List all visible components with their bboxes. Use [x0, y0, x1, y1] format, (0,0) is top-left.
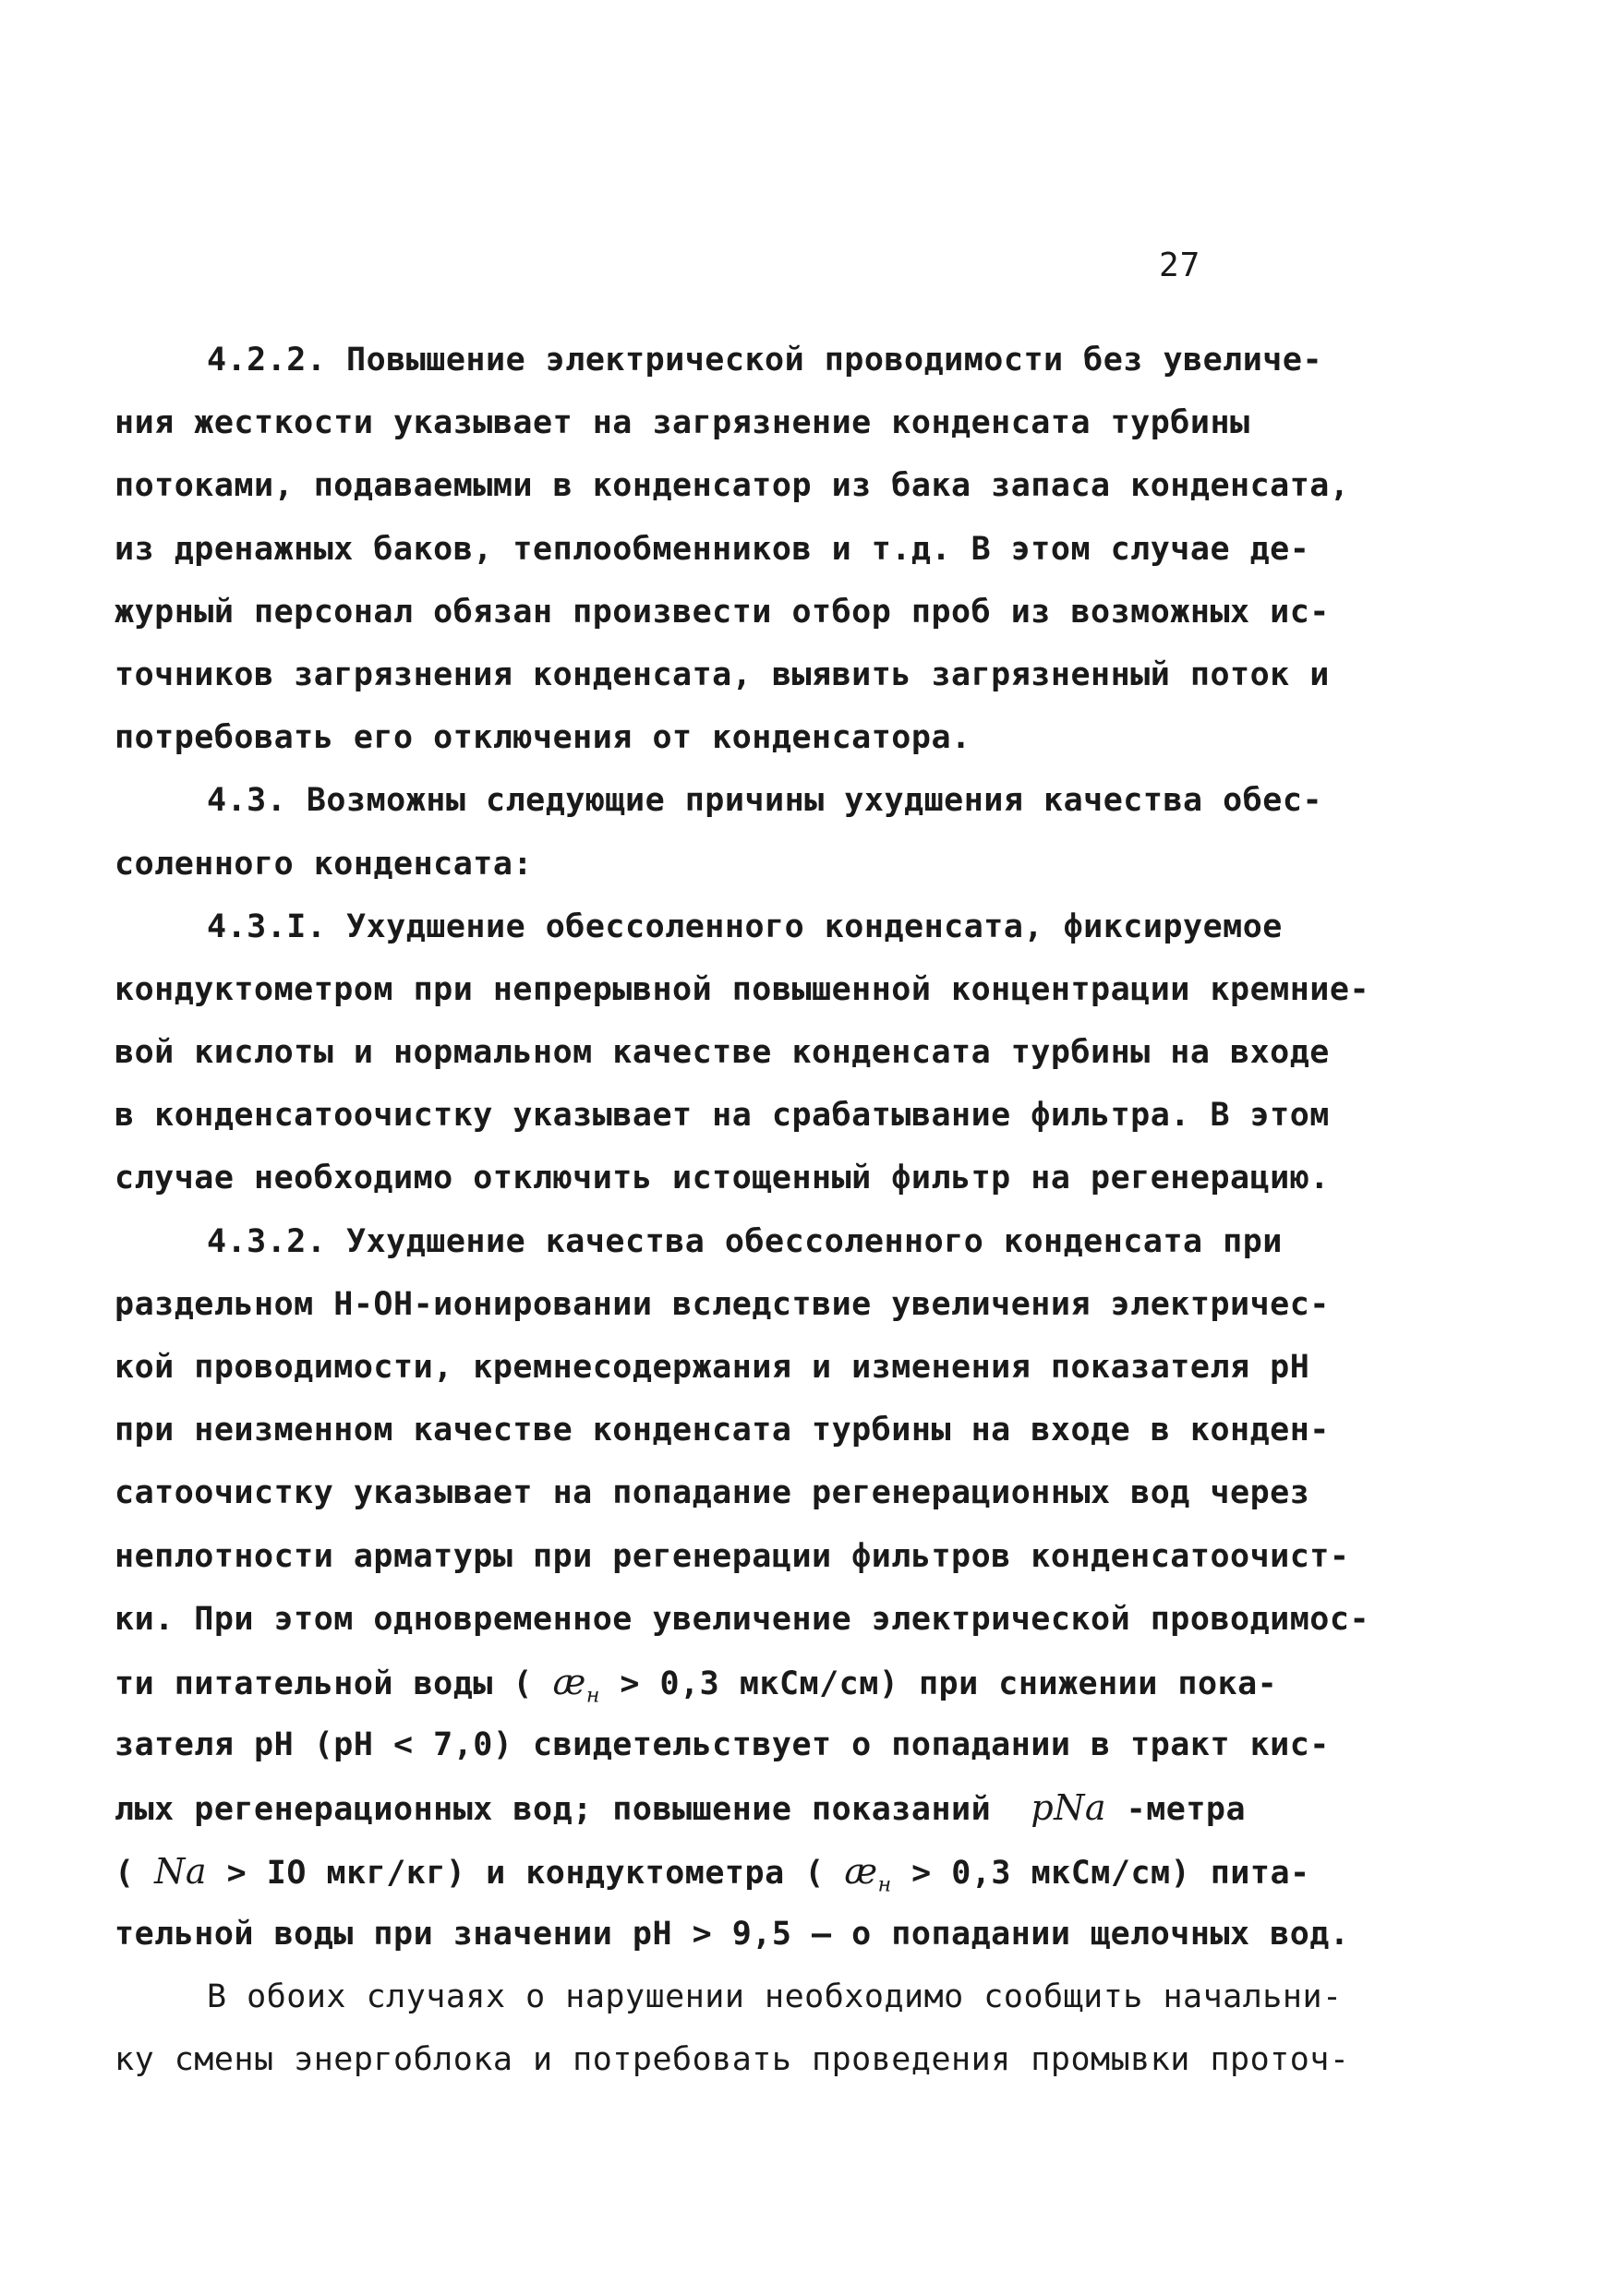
paragraph-line: из дренажных баков, теплообменников и т.д. В этом случае де- [115, 530, 1310, 568]
pna-symbol: pNa [1031, 1787, 1107, 1829]
page-number: 27 [1159, 246, 1201, 284]
paragraph-line: зателя pH (pH < 7,0) свидетельствует о попадании в тракт кис- [115, 1726, 1330, 1764]
paragraph-line: В обоих случаях о нарушении необходимо сообщить начальни- [207, 1977, 1343, 2015]
formula-line [115, 1651, 1343, 1713]
paragraph-line: сатоочистку указывает на попадание регенерационных вод через [115, 1474, 1310, 1512]
paragraph-line: соленного конденсата: [115, 845, 534, 883]
text-fragment: > 0,3 мкСм/см) при снижении пока- [599, 1665, 1278, 1702]
paragraph-line: ки. При этом одновременное увеличение электрической проводимос- [115, 1600, 1370, 1638]
paragraph-line: тельной воды при значении pH > 9,5 – о попадании щелочных вод. [115, 1915, 1350, 1953]
paragraph-line: потоками, подаваемыми в конденсатор из бака запаса конденсата, [115, 467, 1350, 505]
paragraph-line: 4.3.I. Ухудшение обессоленного конденсата, фиксируемое [207, 908, 1283, 945]
paragraph-line: 4.3. Возможны следующие причины ухудшения качества обес- [207, 782, 1323, 820]
text-fragment: лых регенерационных вод; повышение показаний [115, 1791, 1031, 1829]
paragraph-line: кондуктометром при непрерывной повышенной концентрации кремние- [115, 970, 1370, 1008]
paragraph-line: ку смены энергоблока и потребовать проведения промывки проточ- [115, 2041, 1350, 2079]
text-fragment: > IO мкг/кг) и кондуктометра ( [207, 1854, 845, 1892]
paragraph-line: раздельном Н-ОН-ионировании вследствие увеличения электричес- [115, 1285, 1330, 1323]
paragraph-line: ния жесткости указывает на загрязнение конденсата турбины [115, 404, 1250, 442]
text-fragment: > 0,3 мкСм/см) пита- [891, 1854, 1310, 1892]
symbol-kappa: æ [552, 1661, 586, 1702]
paragraph-line: в конденсатоочистку указывает на срабатывание фильтра. В этом [115, 1097, 1330, 1135]
paragraph-line: случае необходимо отключить истощенный фильтр на регенерацию. [115, 1160, 1330, 1197]
paragraph-line: вой кислоты и нормальном качестве конденсата турбины на входе [115, 1034, 1330, 1072]
paragraph-line: журный персонал обязан произвести отбор проб из возможных ис- [115, 593, 1330, 631]
conductivity-symbol [844, 1850, 892, 1897]
text-fragment: ( [115, 1854, 155, 1892]
text-fragment: ти питательной воды ( [115, 1665, 553, 1702]
formula-line [115, 1840, 1343, 1903]
paragraph-line: 4.2.2. Повышение электрической проводимости без увеличе- [207, 342, 1323, 379]
paragraph-line: при неизменном качестве конденсата турбины на входе в конден- [115, 1412, 1330, 1449]
document-body [115, 329, 1370, 2091]
symbol-subscript: н [585, 1684, 600, 1708]
paragraph-line: кой проводимости, кремнесодержания и изменения показателя pH [115, 1349, 1310, 1386]
na-symbol: Na [154, 1850, 208, 1892]
formula-line [115, 1776, 1343, 1839]
symbol-kappa: æ [844, 1850, 878, 1892]
conductivity-symbol [552, 1661, 600, 1708]
text-fragment: -метра [1106, 1791, 1247, 1829]
paragraph-line: точников загрязнения конденсата, выявить загрязненный поток и [115, 655, 1330, 693]
paragraph-line: потребовать его отключения от конденсатора. [115, 719, 971, 757]
symbol-subscript: н [877, 1873, 892, 1897]
paragraph-line: 4.3.2. Ухудшение качества обессоленного конденсата при [207, 1222, 1283, 1260]
paragraph-line: неплотности арматуры при регенерации фильтров конденсатоочист- [115, 1537, 1350, 1575]
